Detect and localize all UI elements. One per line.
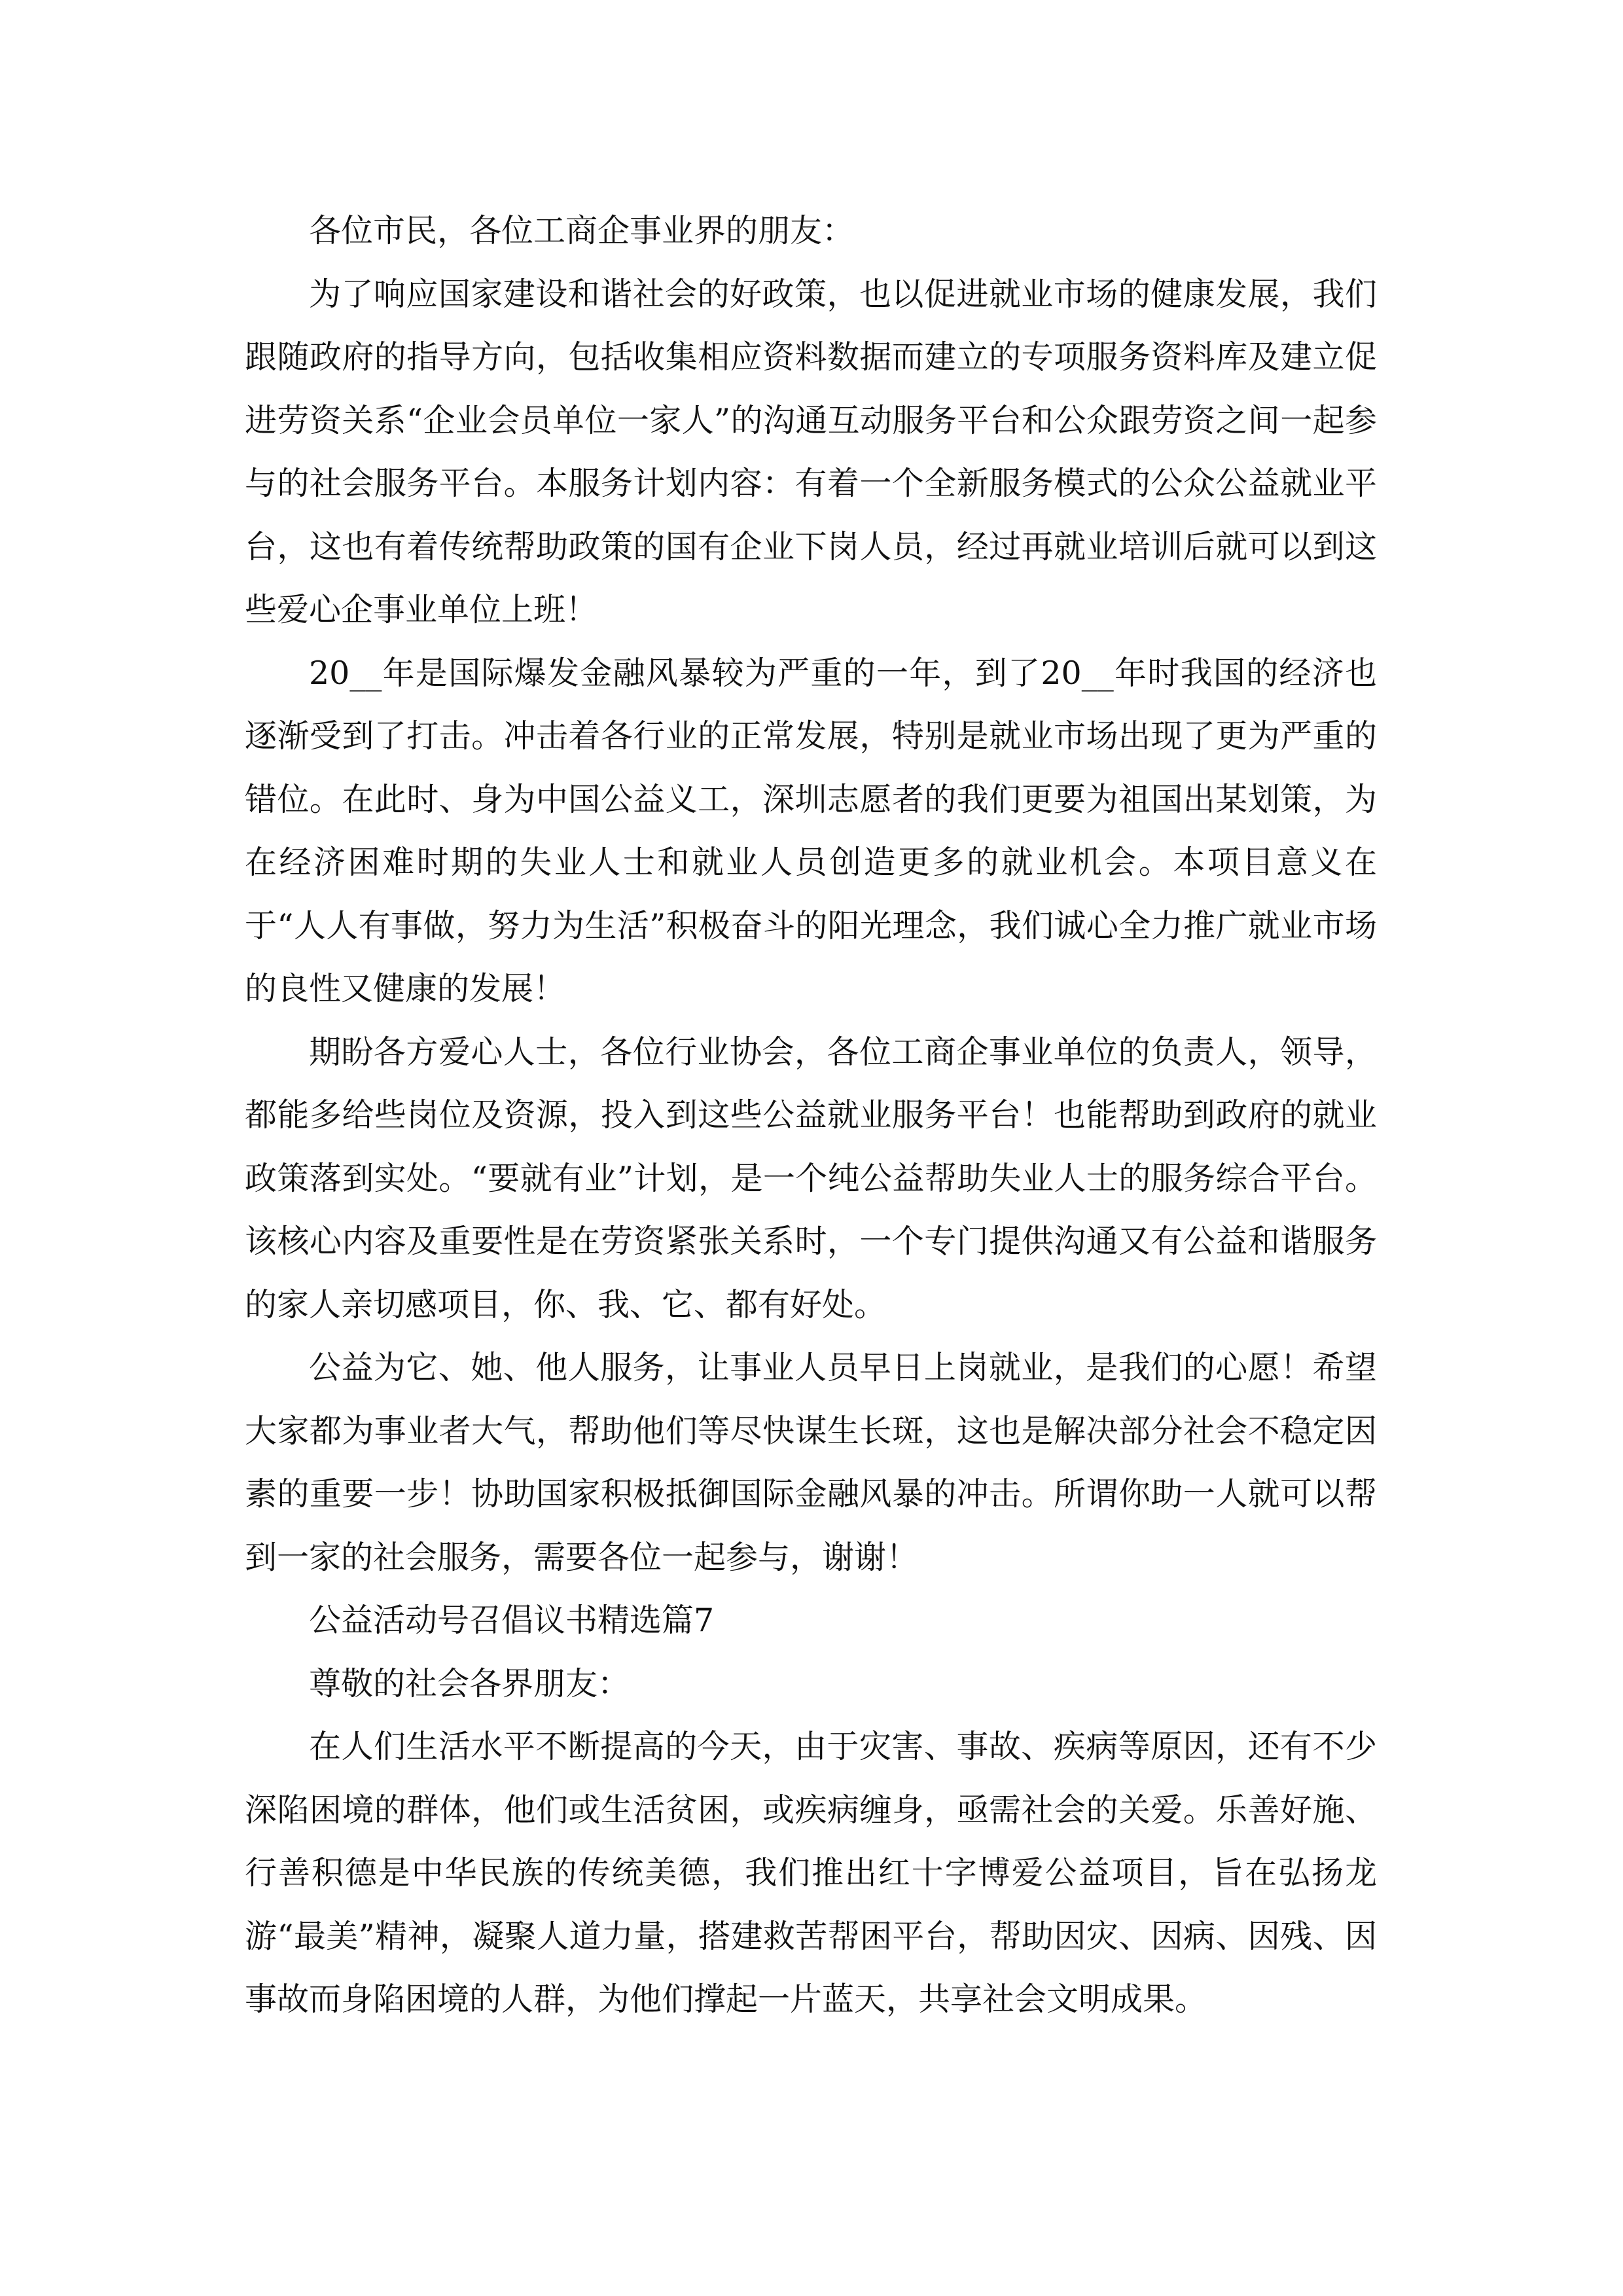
body-paragraph: 期盼各方爱心人士，各位行业协会，各位工商企事业单位的负责人，领导，都能多给些岗位及资源，投入到这些公益就业服务平台！也能帮助到政府的就业政策落到实处。“要就有业”计划，是一个纯公益帮助失业人士的服务综合平台。该核心内容及重要性是在劳资紧张关系时，一个专门提供沟通又有公益和谐服务的家人亲切感项目，你、我、它、都有好处。: [245, 1033, 1377, 1323]
body-paragraph: 为了响应国家建设和谐社会的好政策，也以促进就业市场的健康发展，我们跟随政府的指导方向，包括收集相应资料数据而建立的专项服务资料库及建立促进劳资关系“企业会员单位一家人”的沟通互动服务平台和公众跟劳资之间一起参与的社会服务平台。本服务计划内容：有着一个全新服务模式的公众公益就业平台，这也有着传统帮助政策的国有企业下岗人员，经过再就业培训后就可以到这些爱心企事业单位上班！: [245, 275, 1377, 628]
body-paragraph: 20__年是国际爆发金融风暴较为严重的一年，到了20__年时我国的经济也逐渐受到了打击。冲击着各行业的正常发展，特别是就业市场出现了更为严重的错位。在此时、身为中国公益义工，深圳志愿者的我们更要为祖国出某划策，为在经济困难时期的失业人士和就业人员创造更多的就业机会。本项目意义在于“人人有事做，努力为生活”积极奋斗的阳光理念，我们诚心全力推广就业市场的良性又健康的发展！: [245, 654, 1377, 1007]
body-paragraph: 在人们生活水平不断提高的今天，由于灾害、事故、疾病等原因，还有不少深陷困境的群体，他们或生活贫困，或疾病缠身，亟需社会的关爱。乐善好施、行善积德是中华民族的传统美德，我们推出红十字博爱公益项目，旨在弘扬龙游“最美”精神，凝聚人道力量，搭建救苦帮困平台，帮助因灾、因病、因残、因事故而身陷困境的人群，为他们撑起一片蓝天，共享社会文明成果。: [245, 1728, 1377, 2018]
salutation-paragraph: 尊敬的社会各界朋友：: [309, 1664, 630, 1702]
section-heading: 公益活动号召倡议书精选篇7: [309, 1602, 715, 1639]
salutation-paragraph: 各位市民，各位工商企事业界的朋友：: [309, 212, 855, 249]
body-paragraph: 公益为它、她、他人服务，让事业人员早日上岗就业，是我们的心愿！希望大家都为事业者大气，帮助他们等尽快谋生长斑，这也是解决部分社会不稳定因素的重要一步！协助国家积极抵御国际金融风暴的冲击。所谓你助一人就可以帮到一家的社会服务，需要各位一起参与，谢谢！: [245, 1349, 1377, 1576]
document-body: [245, 200, 1377, 2032]
